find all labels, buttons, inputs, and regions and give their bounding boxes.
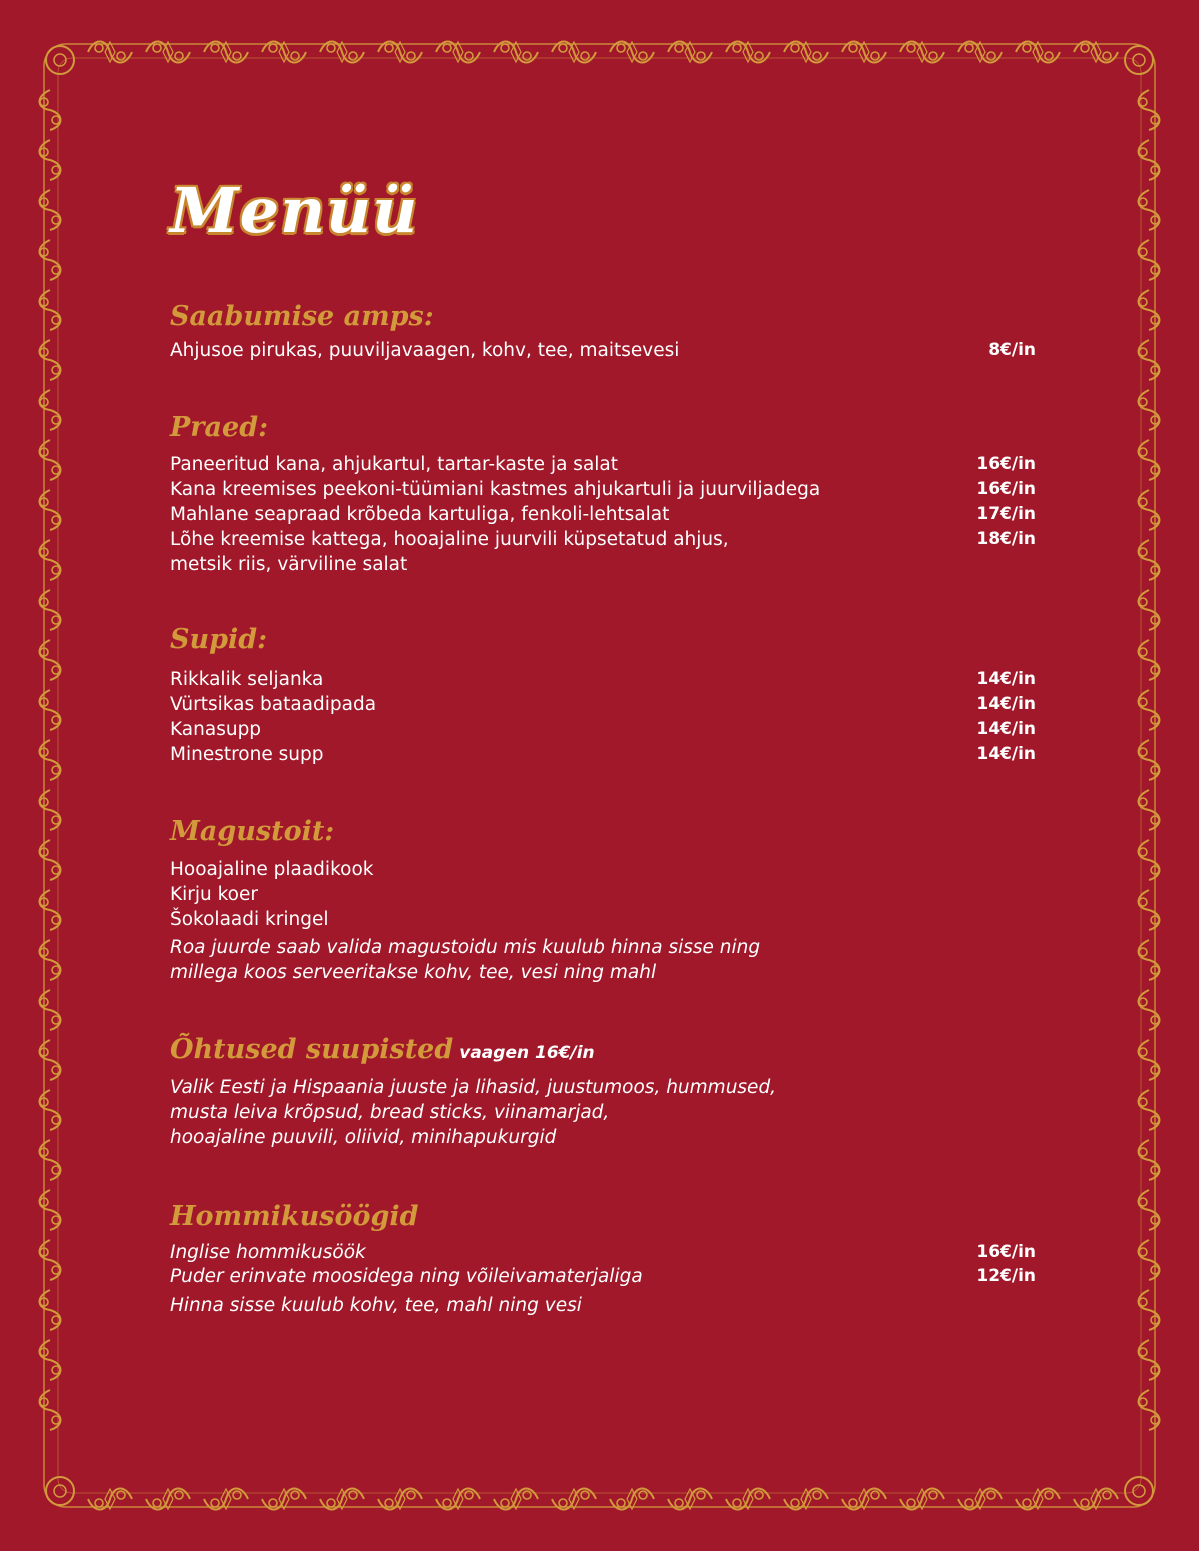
- menu-note: [170, 960, 1036, 985]
- menu-item: [170, 857, 1036, 882]
- note-text: musta leiva krõpsud, bread sticks, viinamarjad,: [170, 1102, 610, 1123]
- note-text: Valik Eesti ja Hispaania juuste ja lihasid, juustumoos, hummused,: [170, 1077, 777, 1098]
- menu-item: [170, 502, 1036, 527]
- item-name: Vürtsikas bataadipada: [170, 694, 377, 715]
- menu-item: [170, 882, 1036, 907]
- menu-note: [170, 1100, 1036, 1125]
- platter-price: vaagen 16€/in: [459, 1043, 595, 1063]
- menu-item-continuation: [170, 552, 1036, 577]
- item-name: Puder erinvate moosidega ning võileivamaterjaliga: [170, 1266, 643, 1287]
- menu-item: [170, 717, 1036, 742]
- item-name: Paneeritud kana, ahjukartul, tartar-kaste ja salat: [170, 454, 619, 475]
- menu-note: [170, 1293, 1036, 1318]
- menu-note: [170, 1125, 1036, 1150]
- item-name: Inglise hommikusöök: [170, 1242, 366, 1263]
- heading-text: Õhtused suupisted: [170, 1034, 454, 1065]
- menu-note: [170, 1075, 1036, 1100]
- item-name: Kana kreemises peekoni-tüümiani kastmes ahjukartuli ja juurviljadega: [170, 479, 821, 500]
- note-text: Hinna sisse kuulub kohv, tee, mahl ning vesi: [170, 1295, 582, 1316]
- item-price: 18€/in: [976, 529, 1036, 549]
- item-name: Kanasupp: [170, 719, 262, 740]
- menu-item: [170, 338, 1036, 363]
- menu-item: [170, 742, 1036, 767]
- item-name: Mahlane seapraad krõbeda kartuliga, fenkoli-lehtsalat: [170, 504, 670, 525]
- item-price: 14€/in: [976, 694, 1036, 714]
- item-price: 14€/in: [976, 744, 1036, 764]
- item-price: 17€/in: [976, 504, 1036, 524]
- section-heading-dessert: Magustoit:: [170, 816, 335, 847]
- item-name: metsik riis, värviline salat: [170, 554, 408, 575]
- item-price: 14€/in: [976, 719, 1036, 739]
- menu-item: [170, 1240, 1036, 1265]
- section-heading-arrival: Saabumise amps:: [170, 301, 434, 332]
- item-name: Rikkalik seljanka: [170, 669, 324, 690]
- item-name: Ahjusoe pirukas, puuviljavaagen, kohv, tee, maitsevesi: [170, 340, 680, 361]
- item-name: Lõhe kreemise kattega, hooajaline juurvili küpsetatud ahjus,: [170, 529, 729, 550]
- menu-item: [170, 527, 1036, 552]
- menu-item: [170, 907, 1036, 932]
- section-heading-mains: Praed:: [170, 412, 269, 443]
- menu-item: [170, 452, 1036, 477]
- menu-item: [170, 1264, 1036, 1289]
- item-price: 16€/in: [976, 454, 1036, 474]
- menu-title: Menüü: [170, 174, 419, 247]
- item-name: Šokolaadi kringel: [170, 909, 329, 930]
- item-price: 16€/in: [976, 479, 1036, 499]
- section-heading-evening: [170, 1036, 595, 1063]
- item-name: Minestrone supp: [170, 744, 324, 765]
- note-text: hooajaline puuvili, oliivid, minihapukurgid: [170, 1127, 557, 1148]
- menu-item: [170, 477, 1036, 502]
- section-heading-soups: Supid:: [170, 624, 268, 655]
- note-text: millega koos serveeritakse kohv, tee, vesi ning mahl: [170, 962, 657, 983]
- item-price: 8€/in: [988, 340, 1036, 360]
- menu-item: [170, 692, 1036, 717]
- note-text: Roa juurde saab valida magustoidu mis kuulub hinna sisse ning: [170, 937, 761, 958]
- section-heading-breakfast: Hommikusöögid: [170, 1201, 419, 1232]
- item-name: Hooajaline plaadikook: [170, 859, 374, 880]
- menu-item: [170, 667, 1036, 692]
- item-name: Kirju koer: [170, 884, 258, 905]
- item-price: 12€/in: [976, 1266, 1036, 1286]
- menu-note: [170, 935, 1036, 960]
- item-price: 16€/in: [976, 1242, 1036, 1262]
- item-price: 14€/in: [976, 669, 1036, 689]
